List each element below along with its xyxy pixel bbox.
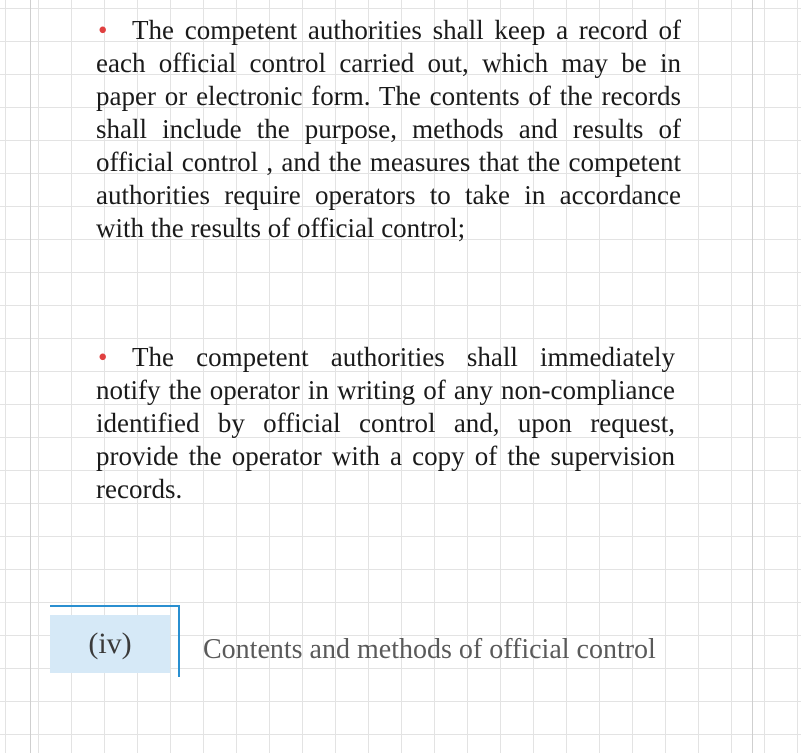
paragraph-text: The competent authorities shall keep a record of each official control carried out, which may be in paper or electronic form. The contents of the records shall include the purpose, methods and results of official control , and the measures that the competent authorities require operators to take in accordance with the results of official control;: [96, 15, 681, 243]
grid-margin-line-right: [752, 0, 753, 753]
bullet-paragraph-record-keeping: [96, 14, 681, 245]
section-number-box: [50, 605, 180, 677]
bullet-icon: •: [98, 15, 108, 45]
grid-margin-line-left: [30, 0, 31, 753]
bullet-icon: •: [98, 342, 108, 372]
section-number: (iv): [88, 627, 132, 660]
paragraph-text: The competent authorities shall immediately notify the operator in writing of any non-compliance identified by official control and, upon request, provide the operator with a copy of the supervision records.: [96, 342, 675, 504]
bullet-paragraph-notification: [96, 341, 675, 506]
section-heading: Contents and methods of official control: [203, 634, 656, 665]
